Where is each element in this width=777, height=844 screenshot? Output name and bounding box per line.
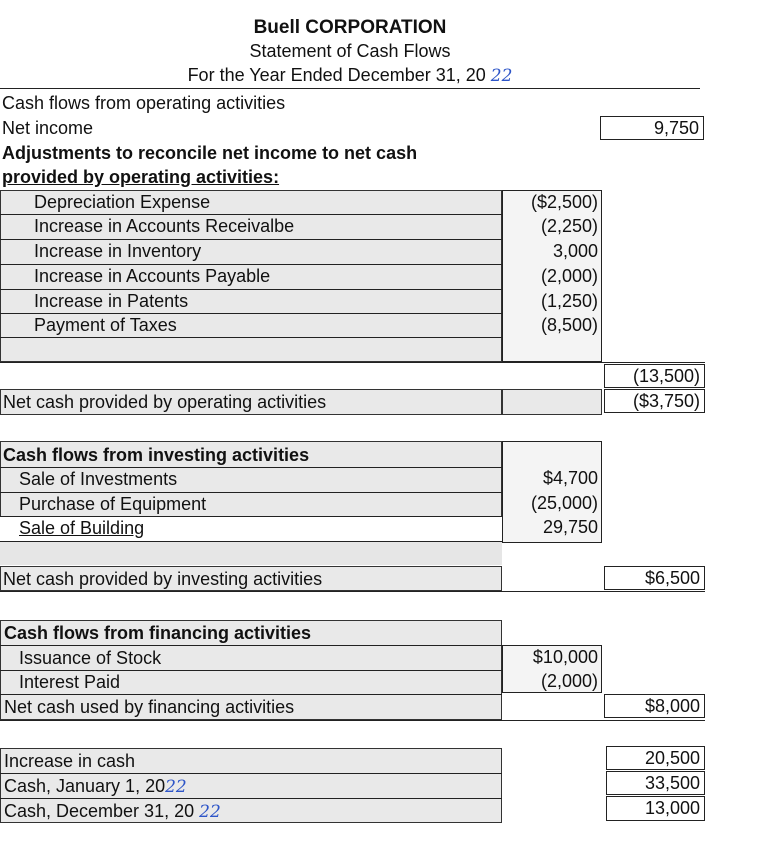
operating-section-label: Cash flows from operating activities: [2, 93, 286, 113]
operating-item-label: Depreciation Expense: [34, 192, 211, 212]
operating-item-value: ($2,500): [530, 192, 598, 212]
financing-item-value: $10,000: [532, 647, 598, 667]
net-operating-value: ($3,750): [604, 389, 705, 413]
investing-item-value: 29,750: [542, 517, 598, 537]
net-investing-value: $6,500: [604, 566, 705, 590]
financing-item-value: (2,000): [540, 671, 598, 691]
operating-item-value: 3,000: [552, 241, 598, 261]
investing-section-label: Cash flows from investing activities: [3, 445, 310, 465]
net-operating-label: Net cash provided by operating activities: [3, 392, 327, 412]
period-year-handwritten: 22: [490, 66, 513, 86]
company-name: Buell CORPORATION: [253, 17, 447, 38]
investing-item-label: Purchase of Equipment: [19, 494, 207, 514]
cash-january-value: 33,500: [606, 771, 705, 795]
adjustments-heading-line1: Adjustments to reconcile net income to net cash: [2, 143, 418, 163]
row-divider: [0, 591, 705, 592]
row-divider: [0, 337, 502, 338]
operating-item-label: Increase in Accounts Receivalbe: [34, 216, 295, 236]
row-divider: [0, 798, 502, 799]
cash-december-value: 13,000: [606, 796, 705, 821]
cash-january-label: [4, 775, 187, 798]
statement-title: Statement of Cash Flows: [249, 41, 451, 61]
row-divider: [0, 773, 502, 774]
net-financing-value: $8,000: [604, 694, 705, 718]
period-prefix: For the Year Ended December 31, 20: [187, 65, 486, 85]
operating-item-label: Increase in Patents: [34, 291, 189, 311]
investing-item-label: Sale of Investments: [19, 469, 178, 489]
adjustments-heading-line2: provided by operating activities:: [2, 167, 280, 187]
investing-item-value: $4,700: [542, 468, 598, 488]
investing-blank-row: [0, 541, 502, 565]
cash-january-prefix: Cash, January 1, 20: [4, 776, 166, 796]
operating-item-value: (2,000): [540, 266, 598, 286]
total-adjustments-value: (13,500): [604, 364, 705, 388]
financing-item-label: Interest Paid: [19, 672, 121, 692]
cash-january-year-handwritten: 22: [165, 777, 187, 797]
row-divider: [0, 720, 705, 721]
operating-item-value: (2,250): [540, 216, 598, 236]
increase-in-cash-value: 20,500: [606, 746, 705, 770]
operating-item-value: (8,500): [540, 315, 598, 335]
row-divider: [0, 694, 502, 695]
statement-period: [0, 65, 700, 86]
investing-item-label: Sale of Building: [19, 518, 145, 538]
operating-item-value: (1,250): [540, 291, 598, 311]
operating-item-label: Increase in Accounts Payable: [34, 266, 271, 286]
net-operating-spacer: [502, 389, 602, 415]
net-investing-label: Net cash provided by investing activities: [3, 569, 323, 589]
header-rule: [0, 88, 700, 89]
cash-december-year-handwritten: 22: [199, 802, 221, 822]
financing-section-label: Cash flows from financing activities: [4, 623, 312, 643]
cash-december-label: [4, 800, 221, 823]
row-divider: [0, 362, 705, 363]
investing-item-value: (25,000): [530, 493, 598, 513]
increase-in-cash-label: Increase in cash: [4, 751, 136, 771]
cash-december-prefix: Cash, December 31, 20: [4, 801, 195, 821]
net-income-label: Net income: [2, 118, 94, 138]
net-financing-label: Net cash used by financing activities: [4, 697, 295, 717]
row-divider: [0, 645, 502, 646]
operating-item-label: Increase in Inventory: [34, 241, 202, 261]
net-income-value: 9,750: [600, 116, 704, 140]
financing-item-label: Issuance of Stock: [19, 648, 162, 668]
operating-item-label: Payment of Taxes: [34, 315, 177, 335]
